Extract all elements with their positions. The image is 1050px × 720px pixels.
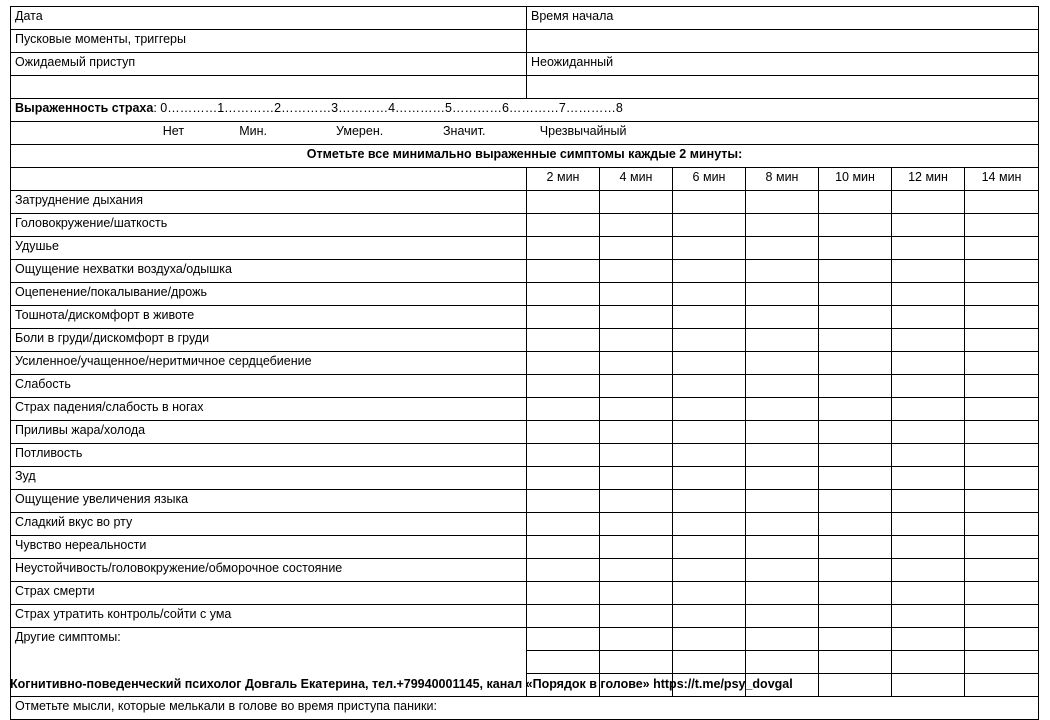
symptom-check-4min[interactable] (600, 214, 673, 237)
symptom-check-6min[interactable] (673, 214, 746, 237)
symptom-check-4min[interactable] (600, 398, 673, 421)
symptom-check-2min[interactable] (527, 306, 600, 329)
symptom-check-6min[interactable] (673, 467, 746, 490)
symptom-label: Страх смерти (11, 582, 527, 605)
symptom-check-12min[interactable] (892, 283, 965, 306)
table-row (11, 375, 1039, 398)
other-extra1-check-14min[interactable] (965, 651, 1039, 674)
symptom-check-8min[interactable] (746, 582, 819, 605)
row-fear-scale (11, 99, 1039, 122)
time-header-8min: 8 мин (746, 168, 819, 191)
symptom-column-header (11, 168, 527, 191)
row-fear-blank (11, 76, 1039, 99)
row-fear-scale-labels (11, 122, 1039, 145)
symptom-label: Затруднение дыхания (11, 191, 527, 214)
symptom-check-8min[interactable] (746, 490, 819, 513)
symptom-check-2min[interactable] (527, 352, 600, 375)
symptom-check-6min[interactable] (673, 283, 746, 306)
other-extra2-check-12min[interactable] (892, 674, 965, 697)
symptom-check-4min[interactable] (600, 582, 673, 605)
symptom-check-6min[interactable] (673, 605, 746, 628)
symptom-check-8min[interactable] (746, 605, 819, 628)
symptom-check-2min[interactable] (527, 260, 600, 283)
symptom-check-12min[interactable] (892, 398, 965, 421)
symptom-check-14min[interactable] (965, 329, 1039, 352)
table-row (11, 237, 1039, 260)
symptom-label: Ощущение увеличения языка (11, 490, 527, 513)
symptom-check-8min[interactable] (746, 260, 819, 283)
other-check-6min[interactable] (673, 628, 746, 651)
triggers-label-cell: Пусковые моменты, триггеры (11, 30, 527, 53)
symptom-check-10min[interactable] (819, 513, 892, 536)
symptom-label: Усиленное/учащенное/неритмичное сердцебиение (11, 352, 527, 375)
symptom-check-2min[interactable] (527, 559, 600, 582)
symptom-check-8min[interactable] (746, 421, 819, 444)
time-header-12min: 12 мин (892, 168, 965, 191)
symptom-check-10min[interactable] (819, 490, 892, 513)
symptom-check-12min[interactable] (892, 214, 965, 237)
symptom-check-6min[interactable] (673, 582, 746, 605)
symptom-check-12min[interactable] (892, 444, 965, 467)
time-header-6min: 6 мин (673, 168, 746, 191)
symptom-check-4min[interactable] (600, 559, 673, 582)
table-row (11, 513, 1039, 536)
symptom-check-4min[interactable] (600, 329, 673, 352)
time-header-14min: 14 мин (965, 168, 1039, 191)
time-header-10min: 10 мин (819, 168, 892, 191)
table-row (11, 214, 1039, 237)
symptom-check-6min[interactable] (673, 306, 746, 329)
other-check-12min[interactable] (892, 628, 965, 651)
footer-contact-line: Когнитивно-поведенческий психолог Довгаль Екатерина, тел.+79940001145, канал «Порядок в голове» https://t.me/psy_dovgal (10, 677, 793, 691)
unexpected-label-cell: Неожиданный (527, 53, 1039, 76)
symptom-check-6min[interactable] (673, 375, 746, 398)
symptom-label: Страх утратить контроль/сойти с ума (11, 605, 527, 628)
symptom-check-10min[interactable] (819, 214, 892, 237)
symptom-label: Боли в груди/дискомфорт в груди (11, 329, 527, 352)
symptom-check-14min[interactable] (965, 306, 1039, 329)
symptom-check-12min[interactable] (892, 582, 965, 605)
symptom-check-2min[interactable] (527, 237, 600, 260)
symptom-check-4min[interactable] (600, 283, 673, 306)
other-extra1-check-8min[interactable] (746, 651, 819, 674)
symptom-check-8min[interactable] (746, 329, 819, 352)
symptom-check-4min[interactable] (600, 605, 673, 628)
other-extra2-check-14min[interactable] (965, 674, 1039, 697)
other-symptoms-label: Другие симптомы: (11, 628, 527, 697)
other-extra1-check-4min[interactable] (600, 651, 673, 674)
symptom-check-8min[interactable] (746, 467, 819, 490)
symptom-check-8min[interactable] (746, 352, 819, 375)
fear-title: Выраженность страха (15, 101, 154, 115)
symptom-check-10min[interactable] (819, 375, 892, 398)
symptom-label: Слабость (11, 375, 527, 398)
symptom-check-12min[interactable] (892, 352, 965, 375)
symptom-check-12min[interactable] (892, 329, 965, 352)
symptom-check-10min[interactable] (819, 329, 892, 352)
symptom-label: Чувство нереальности (11, 536, 527, 559)
row-triggers (11, 30, 1039, 53)
symptom-check-4min[interactable] (600, 260, 673, 283)
symptom-check-10min[interactable] (819, 283, 892, 306)
panic-attack-form-table (10, 6, 1039, 720)
row-thoughts (11, 697, 1039, 720)
symptom-check-12min[interactable] (892, 375, 965, 398)
symptom-check-10min[interactable] (819, 582, 892, 605)
symptom-check-2min[interactable] (527, 513, 600, 536)
symptom-label: Головокружение/шаткость (11, 214, 527, 237)
symptom-check-2min[interactable] (527, 444, 600, 467)
symptom-label: Оцепенение/покалывание/дрожь (11, 283, 527, 306)
symptom-check-8min[interactable] (746, 559, 819, 582)
other-check-8min[interactable] (746, 628, 819, 651)
scale-label-extreme: Чрезвычайный (539, 124, 627, 138)
table-row (11, 605, 1039, 628)
symptom-check-14min[interactable] (965, 467, 1039, 490)
symptom-check-12min[interactable] (892, 191, 965, 214)
symptom-check-2min[interactable] (527, 605, 600, 628)
symptom-check-12min[interactable] (892, 306, 965, 329)
symptom-check-10min[interactable] (819, 260, 892, 283)
symptom-check-14min[interactable] (965, 214, 1039, 237)
start-time-value-cell[interactable] (527, 30, 1039, 53)
symptom-check-6min[interactable] (673, 490, 746, 513)
symptom-check-6min[interactable] (673, 398, 746, 421)
symptom-check-2min[interactable] (527, 398, 600, 421)
symptom-check-4min[interactable] (600, 191, 673, 214)
symptom-check-14min[interactable] (965, 536, 1039, 559)
symptom-check-10min[interactable] (819, 306, 892, 329)
symptom-check-12min[interactable] (892, 237, 965, 260)
symptom-check-8min[interactable] (746, 375, 819, 398)
symptom-label: Страх падения/слабость в ногах (11, 398, 527, 421)
table-row (11, 352, 1039, 375)
symptom-label: Зуд (11, 467, 527, 490)
fear-scale-cell (11, 99, 1039, 122)
time-header-4min: 4 мин (600, 168, 673, 191)
symptom-check-2min[interactable] (527, 214, 600, 237)
symptom-check-12min[interactable] (892, 513, 965, 536)
symptom-check-4min[interactable] (600, 490, 673, 513)
symptom-check-14min[interactable] (965, 237, 1039, 260)
symptom-check-12min[interactable] (892, 260, 965, 283)
table-row (11, 582, 1039, 605)
symptom-check-6min[interactable] (673, 421, 746, 444)
symptom-check-8min[interactable] (746, 283, 819, 306)
symptom-check-8min[interactable] (746, 398, 819, 421)
expected-attack-value-cell[interactable] (11, 76, 527, 99)
row-time-header (11, 168, 1039, 191)
scale-label-none: Нет (162, 124, 185, 138)
symptom-check-6min[interactable] (673, 352, 746, 375)
symptom-check-14min[interactable] (965, 559, 1039, 582)
symptom-label: Сладкий вкус во рту (11, 513, 527, 536)
symptom-label: Потливость (11, 444, 527, 467)
symptom-check-6min[interactable] (673, 536, 746, 559)
symptom-check-12min[interactable] (892, 559, 965, 582)
symptom-check-8min[interactable] (746, 191, 819, 214)
symptom-check-14min[interactable] (965, 191, 1039, 214)
table-row (11, 536, 1039, 559)
symptom-check-14min[interactable] (965, 375, 1039, 398)
symptom-check-14min[interactable] (965, 398, 1039, 421)
other-extra2-check-10min[interactable] (819, 674, 892, 697)
symptom-check-12min[interactable] (892, 421, 965, 444)
scale-labels-row (15, 124, 1034, 140)
symptom-check-4min[interactable] (600, 513, 673, 536)
row-date (11, 7, 1039, 30)
table-row (11, 421, 1039, 444)
symptom-label: Удушье (11, 237, 527, 260)
symptom-check-6min[interactable] (673, 237, 746, 260)
fear-scale-labels-cell (11, 122, 1039, 145)
symptom-check-4min[interactable] (600, 306, 673, 329)
scale-label-significant: Значит. (442, 124, 486, 138)
symptom-check-4min[interactable] (600, 352, 673, 375)
symptom-check-4min[interactable] (600, 467, 673, 490)
other-extra1-check-12min[interactable] (892, 651, 965, 674)
symptom-label: Неустойчивость/головокружение/обморочное состояние (11, 559, 527, 582)
symptom-check-8min[interactable] (746, 237, 819, 260)
symptom-check-12min[interactable] (892, 490, 965, 513)
time-header-2min: 2 мин (527, 168, 600, 191)
symptom-check-4min[interactable] (600, 536, 673, 559)
symptom-check-8min[interactable] (746, 444, 819, 467)
start-time-label-cell: Время начала (527, 7, 1039, 30)
symptom-label: Ощущение нехватки воздуха/одышка (11, 260, 527, 283)
unexpected-value-cell[interactable] (527, 76, 1039, 99)
table-row (11, 398, 1039, 421)
symptom-check-10min[interactable] (819, 536, 892, 559)
other-extra1-check-6min[interactable] (673, 651, 746, 674)
table-row (11, 467, 1039, 490)
instruction-cell: Отметьте все минимально выраженные симптомы каждые 2 минуты: (11, 145, 1039, 168)
fear-scale-numbers: : 0…………1…………2…………3…………4…………5…………6…………7…………8 (153, 101, 623, 115)
symptom-check-14min[interactable] (965, 283, 1039, 306)
symptom-check-14min[interactable] (965, 260, 1039, 283)
symptom-check-2min[interactable] (527, 329, 600, 352)
symptom-check-8min[interactable] (746, 306, 819, 329)
symptom-label: Приливы жара/холода (11, 421, 527, 444)
table-row (11, 306, 1039, 329)
symptom-check-8min[interactable] (746, 513, 819, 536)
symptom-label: Тошнота/дискомфорт в животе (11, 306, 527, 329)
symptom-check-2min[interactable] (527, 421, 600, 444)
symptom-check-10min[interactable] (819, 352, 892, 375)
symptom-check-14min[interactable] (965, 421, 1039, 444)
scale-label-min: Мин. (239, 124, 267, 138)
table-row (11, 329, 1039, 352)
symptom-check-2min[interactable] (527, 467, 600, 490)
other-check-4min[interactable] (600, 628, 673, 651)
symptom-check-6min[interactable] (673, 559, 746, 582)
symptom-check-6min[interactable] (673, 329, 746, 352)
scale-label-moderate: Умерен. (335, 124, 384, 138)
row-expected-attack (11, 53, 1039, 76)
symptom-check-10min[interactable] (819, 444, 892, 467)
symptom-check-2min[interactable] (527, 536, 600, 559)
symptom-check-4min[interactable] (600, 375, 673, 398)
symptom-check-6min[interactable] (673, 260, 746, 283)
symptom-check-6min[interactable] (673, 444, 746, 467)
symptom-check-14min[interactable] (965, 490, 1039, 513)
symptom-check-14min[interactable] (965, 513, 1039, 536)
row-instruction (11, 145, 1039, 168)
row-other-symptoms (11, 628, 1039, 651)
table-row (11, 191, 1039, 214)
symptom-check-14min[interactable] (965, 352, 1039, 375)
symptom-check-4min[interactable] (600, 237, 673, 260)
symptom-check-2min[interactable] (527, 490, 600, 513)
symptom-check-2min[interactable] (527, 582, 600, 605)
fear-scale-line (15, 101, 1034, 117)
form-body (11, 7, 1039, 720)
other-extra1-check-10min[interactable] (819, 651, 892, 674)
symptom-check-10min[interactable] (819, 398, 892, 421)
symptom-check-14min[interactable] (965, 444, 1039, 467)
table-row (11, 559, 1039, 582)
date-label-cell: Дата (11, 7, 527, 30)
symptom-check-10min[interactable] (819, 467, 892, 490)
symptom-check-10min[interactable] (819, 559, 892, 582)
symptom-check-14min[interactable] (965, 605, 1039, 628)
table-row (11, 490, 1039, 513)
symptom-check-12min[interactable] (892, 536, 965, 559)
symptom-check-4min[interactable] (600, 421, 673, 444)
table-row (11, 283, 1039, 306)
symptom-check-8min[interactable] (746, 536, 819, 559)
symptom-check-10min[interactable] (819, 191, 892, 214)
symptom-check-6min[interactable] (673, 513, 746, 536)
other-check-14min[interactable] (965, 628, 1039, 651)
other-check-10min[interactable] (819, 628, 892, 651)
symptom-check-2min[interactable] (527, 375, 600, 398)
symptom-check-2min[interactable] (527, 191, 600, 214)
symptom-check-12min[interactable] (892, 467, 965, 490)
symptom-check-4min[interactable] (600, 444, 673, 467)
symptom-check-12min[interactable] (892, 605, 965, 628)
thoughts-label-cell[interactable]: Отметьте мысли, которые мелькали в голове во время приступа паники: (11, 697, 1039, 720)
symptom-check-6min[interactable] (673, 191, 746, 214)
symptom-check-14min[interactable] (965, 582, 1039, 605)
symptom-check-10min[interactable] (819, 605, 892, 628)
symptom-check-10min[interactable] (819, 421, 892, 444)
table-row (11, 444, 1039, 467)
expected-attack-label-cell: Ожидаемый приступ (11, 53, 527, 76)
other-check-2min[interactable] (527, 628, 600, 651)
symptom-check-2min[interactable] (527, 283, 600, 306)
other-extra1-check-2min[interactable] (527, 651, 600, 674)
symptom-check-10min[interactable] (819, 237, 892, 260)
table-row (11, 260, 1039, 283)
symptom-check-8min[interactable] (746, 214, 819, 237)
